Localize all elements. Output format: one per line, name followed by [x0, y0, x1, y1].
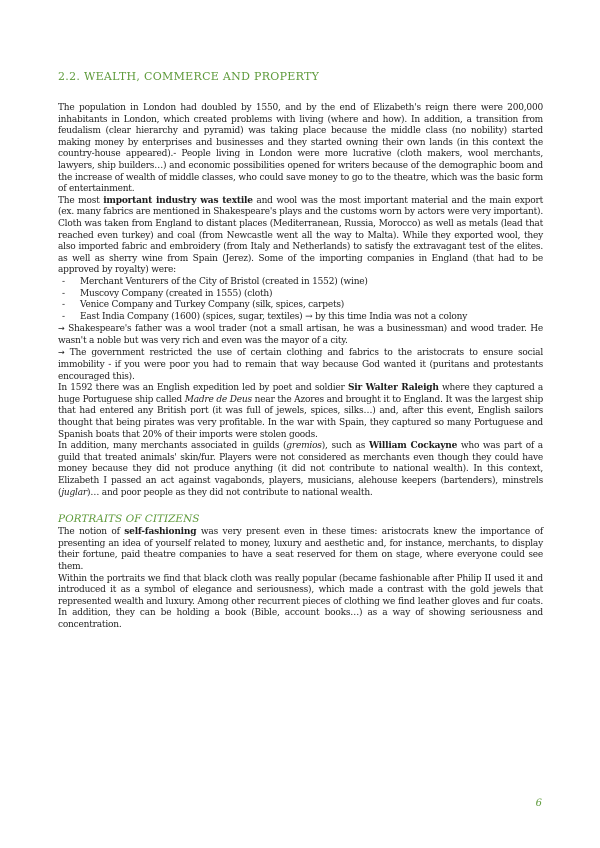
arrow-icon: →: [58, 348, 65, 358]
paragraph-guilds: [58, 441, 543, 499]
list-item: - Muscovy Company (created in 1555) (cloth): [58, 289, 543, 301]
text: near the Azores and brought it to England. It was the largest ship that had entered any British port (it was full of jewels, spices, silks…) and, after this event, English sailors thought that being pirates was very profitable. In the war with Spain, they captured so many Portuguese and Spanish boats that 20% of their imports were stolen goods.: [58, 394, 543, 440]
bold-text: important industry was textile: [103, 195, 253, 206]
text: Shakespeare's father was a wool trader (not a small artisan, he was a businessman) and wood trader. He wasn't a noble but was very rich and even was the mayor of a city.: [58, 324, 543, 346]
bold-text: William Cockayne: [368, 441, 458, 452]
paragraph-portraits: Within the portraits we find that black cloth was really popular (became fashionable after Philip II used it and introduced it as a symbol of elegance and seriousness), which made a contrast with the gold jewels that represented wealth and luxury. Among other recurrent pieces of clothing we find leather gloves and fur coats. In addition, they can be holding a book (Bible, account books…) as a way of showing seriousness and concentration.: [58, 573, 543, 630]
section-heading: 2.2. WEALTH, COMMERCE AND PROPERTY: [58, 70, 320, 83]
text: In addition, many merchants associated in guilds (: [58, 441, 287, 452]
list-item: - Venice Company and Turkey Company (silk, spices, carpets): [58, 300, 543, 312]
paragraph-self-fashioning: [58, 527, 543, 573]
text: who was part of a guild that treated animals' skin/fur. Players were not considered as merchants even though they could have money because they did not produce anything (it did not contribute to national wealth). In this context, Elizabeth I passed an act against vagabonds, players, musicians, alehouse keepers (bartenders), minstrels (: [58, 441, 543, 498]
text: ), such as: [321, 441, 369, 452]
bold-text: Sir Walter Raleigh: [347, 383, 439, 394]
text: where they captured a huge Portuguese ship called: [58, 383, 543, 405]
paragraph-shakespeare-father: [58, 323, 543, 347]
text: The most: [58, 195, 104, 206]
italic-text: Madre de Deus: [184, 394, 252, 405]
list-item: - Merchant Venturers of the City of Bristol (created in 1552) (wine): [58, 277, 543, 289]
companies-list: [58, 277, 543, 323]
text: The government restricted the use of certain clothing and fabrics to the aristocrats to ensure social immobility - if you were poor you had to remain that way because God wanted it (puritans and protestants encouraged this).: [58, 348, 544, 382]
text: was very present even in these times: aristocrats knew the importance of presenting an idea of yourself related to money, luxury and aesthetic and, for instance, merchants, to display their fortune, paid theatre companies to have a seat reserved for them on stage, where everyone could see them.: [58, 527, 543, 572]
page-number: 6: [535, 798, 542, 809]
paragraph-population: The population in London had doubled by 1550, and by the end of Elizabeth's reign there were 200,000 inhabitants in London, which created problems with living (where and how). In addition, a transition from feudalism (clear hierarchy and pyramid) was taking place because the middle class (no nobility) started making money by enterprises and businesses and they started owning their own lands (in this context the country-house appeared).- People living in London were more lucrative (cloth makers, wool merchants, lawyers, ship builders…) and economic possibilities opened for writers because of the demographic boom and the increase of wealth of middle classes, who could save money to go to the theatre, which was the basic form of entertainment.: [58, 103, 543, 195]
subheading-portraits: PORTRAITS OF CITIZENS: [58, 513, 200, 526]
italic-text: gremios: [286, 441, 322, 452]
text: )… and poor people as they did not contribute to national wealth.: [87, 487, 373, 498]
paragraph-government: [58, 347, 543, 383]
text: and wool was the most important material and the main export (ex. many fabrics are mentioned in Shakespeare's plays and the customs worn by actors were very important). Cloth was taken from England to distant places (Mediterranean, Russia, Morocco) as well as metals (lead that reached even turkey) and coal (from Newcastle went all the way to Malta). While they exported wool, they also imported fabric and embroidery (from Italy and Netherlands) to satisfy the extravagant test of the elites. as well as sherry wine from Spain (Jerez). Some of the importing companies in England (that had to be approved by royalty) were:: [58, 195, 543, 276]
bold-text: self-fashioning: [124, 527, 197, 538]
italic-text: juglar: [61, 487, 88, 498]
paragraph-textile: [58, 196, 543, 277]
arrow-icon: →: [58, 324, 65, 334]
list-item: - East India Company (1600) (spices, sugar, textiles) → by this time India was not a colony: [58, 312, 543, 324]
paragraph-expedition: [58, 383, 543, 441]
text: In 1592 there was an English expedition led by poet and soldier: [58, 383, 348, 394]
text: The notion of: [58, 527, 125, 538]
